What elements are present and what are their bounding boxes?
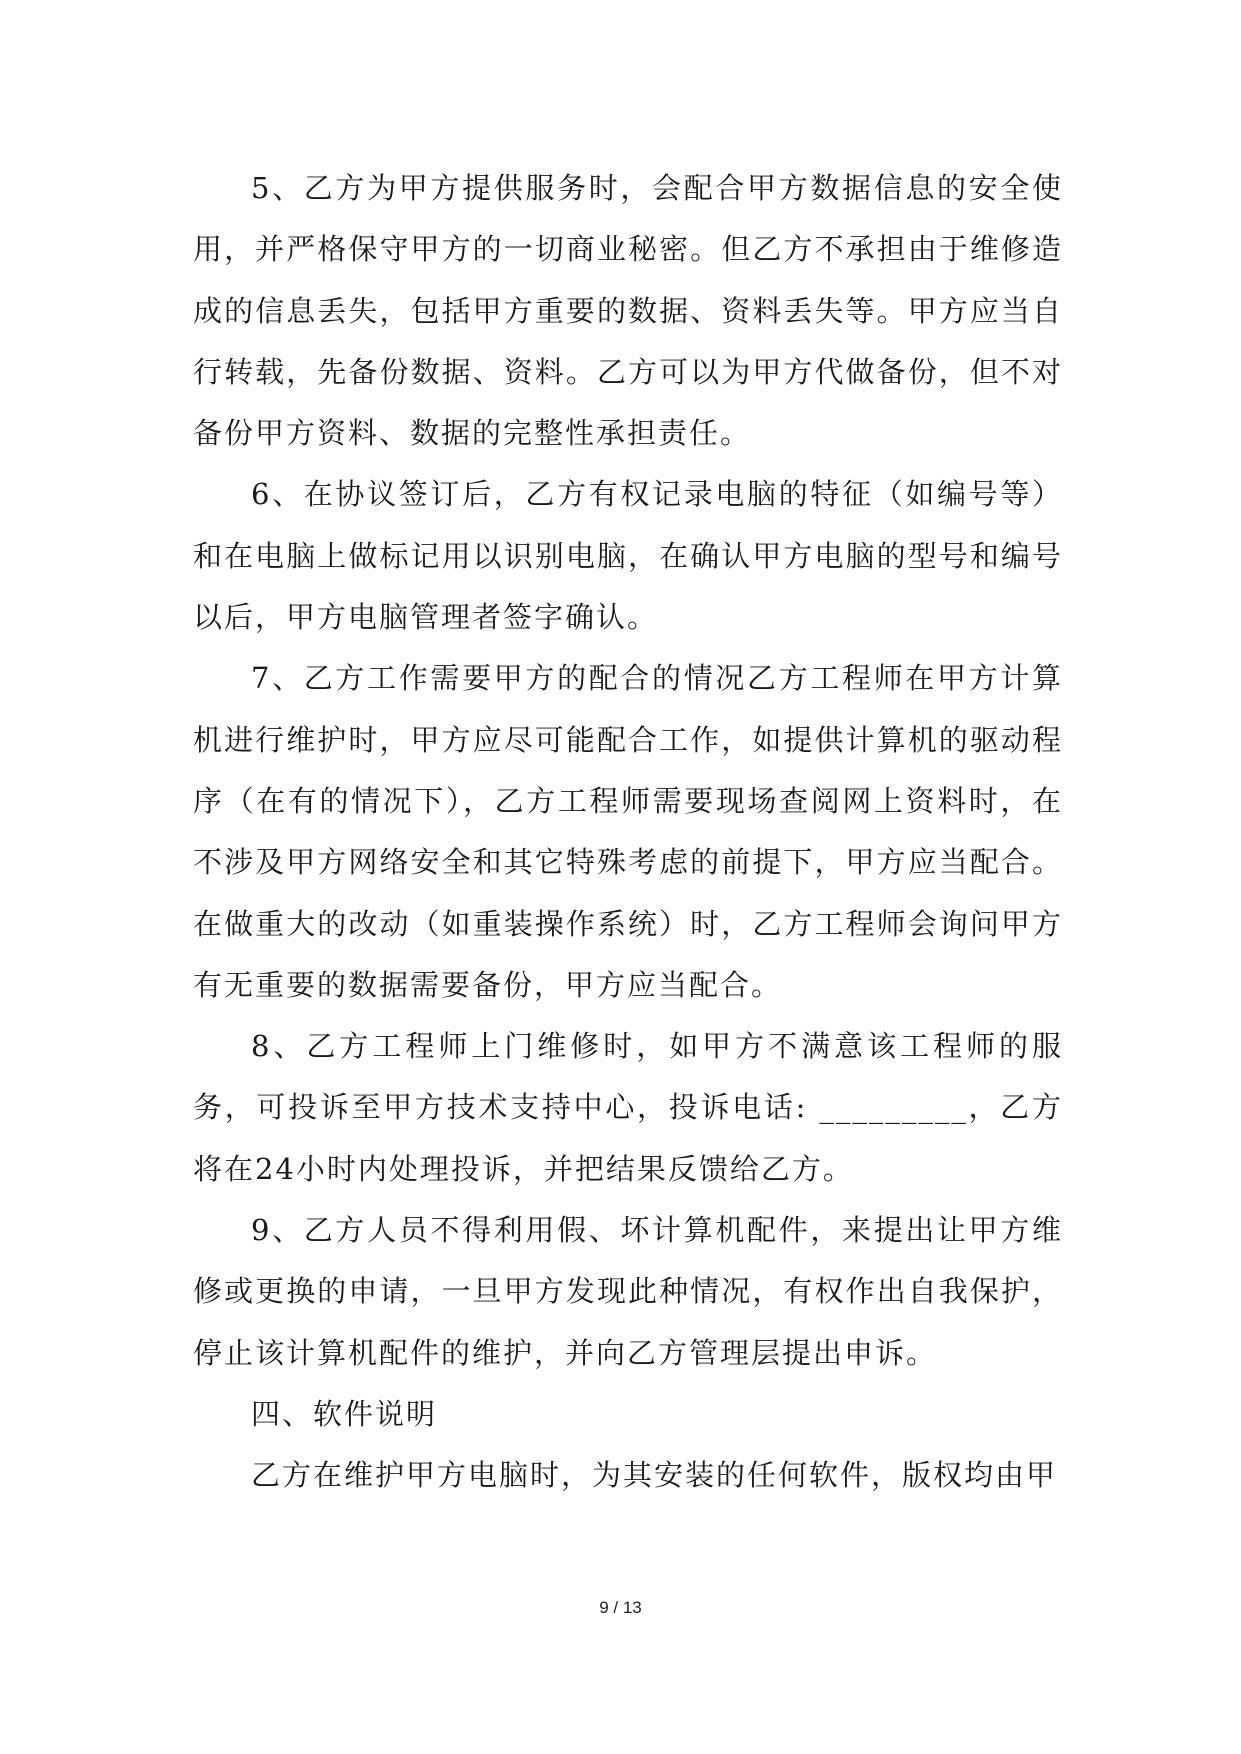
document-body xyxy=(193,158,1063,1507)
paragraph-clause-9: 9、乙方人员不得利用假、坏计算机配件，来提出让甲方维修或更换的申请，一旦甲方发现此种情况，有权作出自我保护，停止该计算机配件的维护，并向乙方管理层提出申诉。 xyxy=(193,1213,1063,1370)
section-heading-software: 四、软件说明 xyxy=(251,1396,438,1431)
paragraph-clause-5: 5、乙方为甲方提供服务时，会配合甲方数据信息的安全使用，并严格保守甲方的一切商业秘密。但乙方不承担由于维修造成的信息丢失，包括甲方重要的数据、资料丢失等。甲方应当自行转载，先备份数据、资料。乙方可以为甲方代做备份，但不对备份甲方资料、数据的完整性承担责任。 xyxy=(193,171,1063,451)
paragraph-clause-6: 6、在协议签订后，乙方有权记录电脑的特征（如编号等）和在电脑上做标记用以识别电脑，在确认甲方电脑的型号和编号以后，甲方电脑管理者签字确认。 xyxy=(193,477,1063,635)
paragraph-clause-7: 7、乙方工作需要甲方的配合的情况乙方工程师在甲方计算机进行维护时，甲方应尽可能配合工作，如提供计算机的驱动程序（在有的情况下），乙方工程师需要现场查阅网上资料时，在不涉及甲方网络安全和其它特殊考虑的前提下，甲方应当配合。在做重大的改动（如重装操作系统）时，乙方工程师会询问甲方有无重要的数据需要备份，甲方应当配合。 xyxy=(193,661,1063,1002)
page-number: 9 / 13 xyxy=(599,1598,642,1617)
paragraph-clause-8: 8、乙方工程师上门维修时，如甲方不满意该工程师的服务，可投诉至甲方技术支持中心，投诉电话: _________，乙方将在24小时内处理投诉，并把结果反馈给乙方。 xyxy=(193,1029,1063,1186)
paragraph-software-description: 乙方在维护甲方电脑时，为其安装的任何软件，版权均由甲 xyxy=(251,1458,1058,1493)
